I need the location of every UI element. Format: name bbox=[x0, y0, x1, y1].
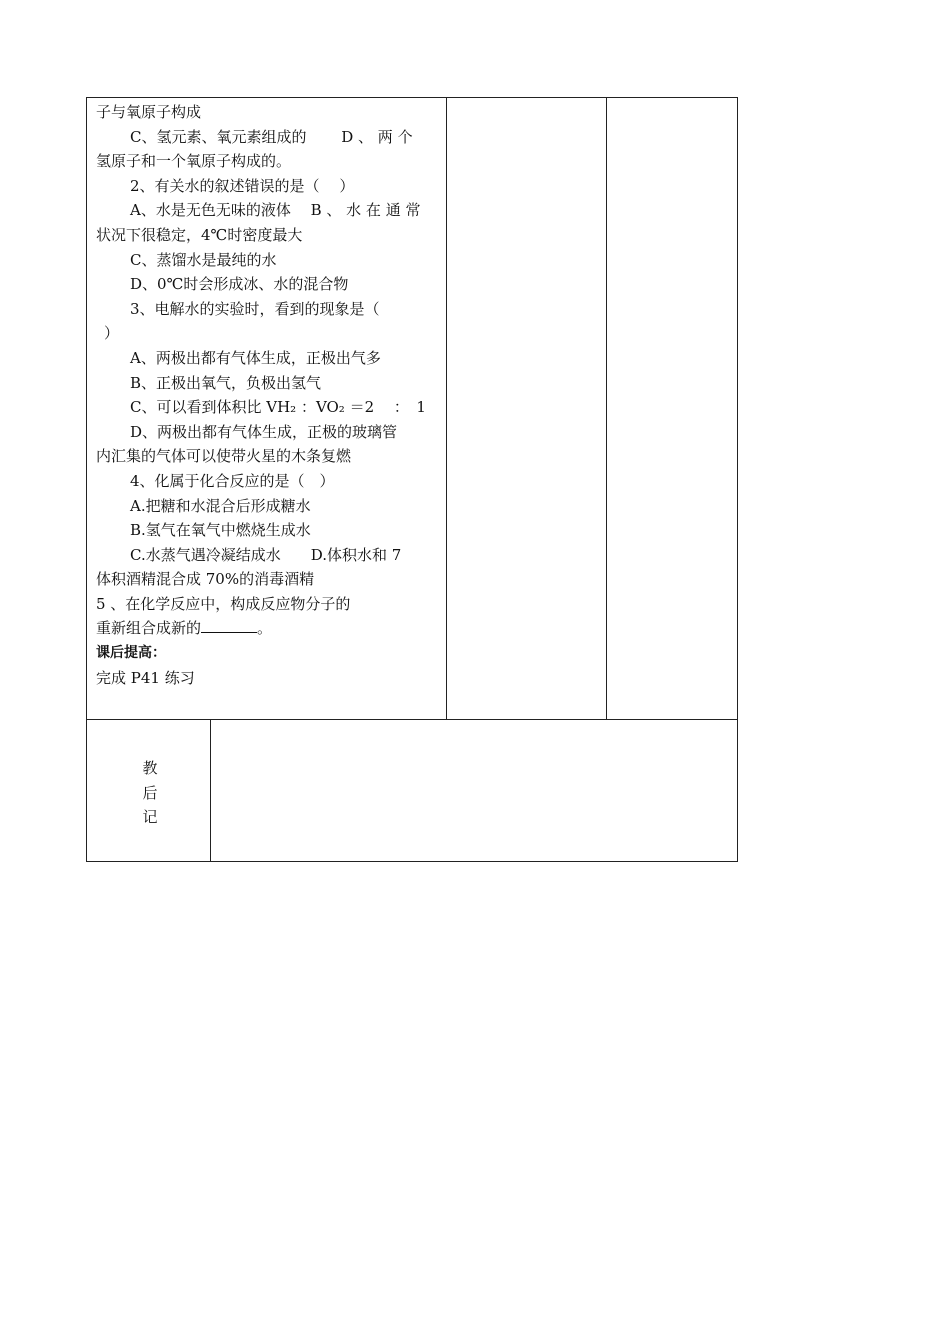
text-line: D、0℃时会形成冰、水的混合物 bbox=[130, 275, 349, 294]
text-line: 体积酒精混合成 70%的消毒酒精 bbox=[96, 570, 315, 589]
text-line: 2、有关水的叙述错误的是（ ） bbox=[130, 176, 355, 195]
text-line: C、可以看到体积比 VH₂ ：VO₂ ＝2 ： 1 bbox=[130, 398, 426, 417]
text-line: ） bbox=[104, 324, 120, 343]
text-line: D、两极出都有气体生成，正极的玻璃管 bbox=[130, 422, 398, 441]
reflection-label bbox=[130, 756, 170, 830]
reflection-char: 记 bbox=[142, 808, 158, 827]
text-line: 3、电解水的实验时，看到的现象是（ bbox=[130, 299, 380, 318]
text-line: C、氢元素、氧元素组成的 D 、 两 个 bbox=[130, 127, 413, 146]
text-line: 状况下很稳定，4℃时密度最大 bbox=[96, 225, 303, 244]
column-divider-2 bbox=[606, 97, 607, 719]
text-line: A、两极出都有气体生成，正极出气多 bbox=[130, 348, 381, 367]
text-line: 内汇集的气体可以使带火星的木条复燃 bbox=[96, 447, 352, 466]
text-line: B.氢气在氧气中燃烧生成水 bbox=[130, 521, 311, 540]
table-border-top bbox=[86, 97, 738, 98]
text-line: 4、化属于化合反应的是（ ） bbox=[130, 471, 335, 490]
reflection-char: 后 bbox=[142, 783, 158, 802]
column-divider-1 bbox=[446, 97, 447, 719]
answer-blank[interactable] bbox=[201, 616, 257, 633]
row-divider bbox=[86, 719, 738, 720]
text-line: A.把糖和水混合后形成糖水 bbox=[130, 496, 311, 515]
text-line: 完成 P41 练习 bbox=[96, 668, 195, 687]
exercise-content bbox=[96, 100, 439, 690]
text-line: 重新组合成新的 bbox=[96, 619, 202, 638]
blank-suffix: 。 bbox=[257, 619, 273, 638]
text-line: 5 、在化学反应中，构成反应物分子的 bbox=[96, 594, 351, 613]
column-divider-bottom bbox=[210, 719, 211, 862]
text-line: C.水蒸气遇冷凝结成水 D.体积水和 7 bbox=[130, 545, 402, 564]
section-heading: 课后提高： bbox=[96, 645, 166, 662]
text-line: A、水是无色无味的液体 B 、 水 在 通 常 bbox=[130, 201, 421, 220]
reflection-char: 教 bbox=[142, 759, 158, 777]
table-border-right bbox=[737, 97, 738, 862]
text-line: 氢原子和一个氧原子构成的。 bbox=[96, 152, 292, 171]
fill-blank-line bbox=[96, 616, 439, 641]
text-line: 子与氧原子构成 bbox=[96, 103, 202, 121]
table-border-bottom bbox=[86, 861, 738, 862]
text-line: B、正极出氧气，负极出氢气 bbox=[130, 373, 322, 392]
text-line: C、蒸馏水是最纯的水 bbox=[130, 250, 277, 269]
table-border-left bbox=[86, 97, 87, 862]
